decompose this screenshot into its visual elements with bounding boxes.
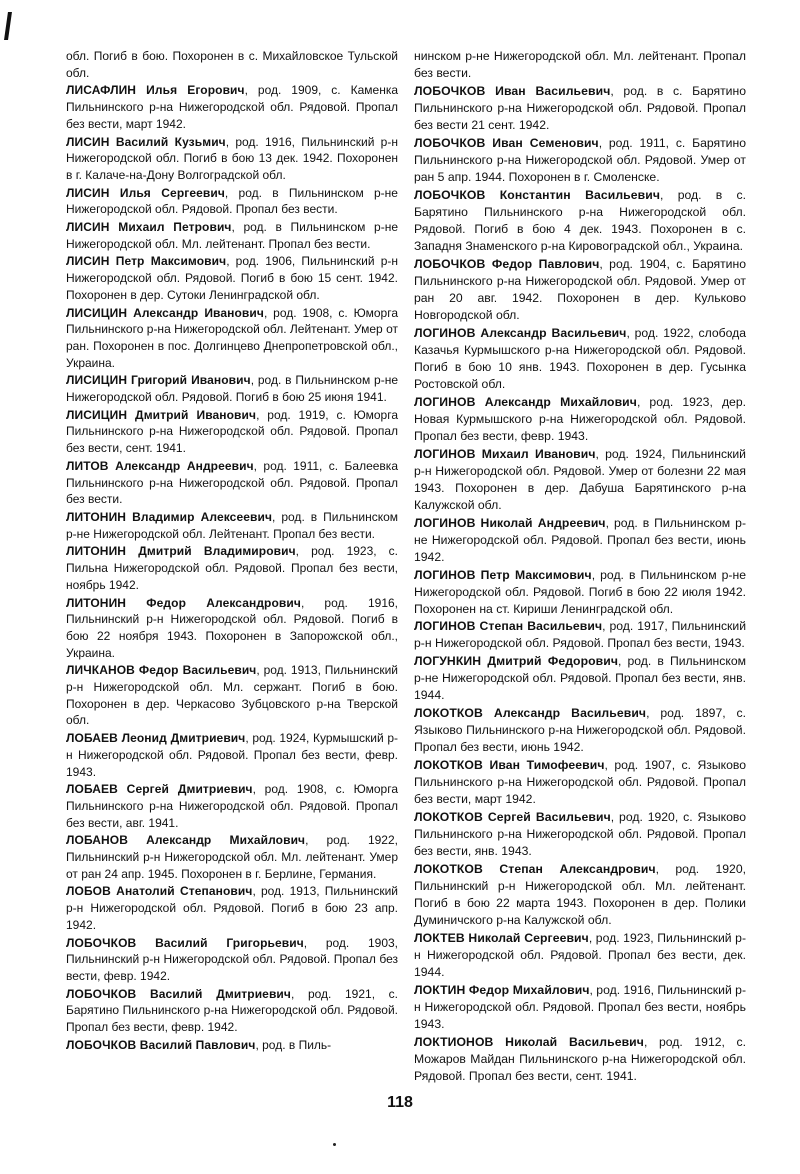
- entry-text: , род. 1920, с. Языково Пильнинского р-на Нижегородской обл. Рядовой. Пропал без вести, янв. 1943.: [414, 810, 746, 859]
- entry-name: ЛОБОВ Анатолий Степанович: [66, 884, 253, 899]
- entry-text: , род. 1904, с. Барятино Пильнинского р-на Нижегородской обл. Рядовой. Умер от ран 20 авг. 1942. Похоронен в дер. Кульково Новгородской обл.: [414, 256, 746, 322]
- entry: [414, 618, 746, 652]
- entry-name: ЛИСИЦИН Александр Иванович: [66, 305, 264, 320]
- entry-text: , род. 1922, слобода Казачья Курмышского р-на Нижегородской обл. Рядовой. Погиб в бою 10 янв. 1943. Похоронен в дер. Гусынка Ростовской обл.: [414, 325, 746, 391]
- entry-name: ЛИСИН Петр Максимович: [66, 254, 227, 269]
- entry-text: , род. 1921, с. Барятино Пильнинского р-на Нижегородской обл. Рядовой. Пропал без вести, февр. 1942.: [66, 986, 398, 1035]
- entry: [66, 832, 398, 882]
- entry-name: ЛИСИЦИН Григорий Иванович: [66, 373, 251, 388]
- entry-name: ЛОБОЧКОВ Иван Семенович: [414, 135, 599, 150]
- entry: [414, 446, 746, 514]
- entry-text: , род. в с. Барятино Пильнинского р-на Нижегородской обл. Рядовой. Погиб в бою 4 дек. 1943. Похоронен в с. Западня Знаменского р-на Кировоградской обл., Украина.: [414, 187, 746, 253]
- entry-text: , род. 1908, с. Юморга Пильнинского р-на Нижегородской обл. Рядовой. Пропал без вести, авг. 1941.: [66, 782, 398, 830]
- entry-text: , род. 1919, с. Юморга Пильнинского р-на Нижегородской обл. Рядовой. Пропал без вести, сент. 1941.: [66, 407, 399, 456]
- entry: [66, 986, 398, 1036]
- entry-text: , род. 1924, Курмышский р-н Нижегородской обл. Рядовой. Пропал без вести, февр. 1943.: [66, 731, 398, 779]
- entry-name: ЛОБОЧКОВ Федор Павлович: [414, 256, 600, 271]
- entry: [414, 135, 746, 186]
- entry-text: , род. 1913, Пильнинский р-н Нижегородской обл. Мл. сержант. Погиб в бою. Похоронен в дер. Черкасово Зубцовского р-на Тверской обл.: [66, 663, 398, 728]
- entry: [414, 187, 746, 255]
- entry-text: , род. в с. Барятино Пильнинского р-на Нижегородской обл. Рядовой. Пропал без вести 21 сент. 1942.: [414, 83, 746, 132]
- entry: [414, 83, 746, 134]
- entry-name: ЛОБОЧКОВ Василий Григорьевич: [66, 935, 304, 950]
- entry-text: , род. 1907, с. Языково Пильнинского р-на Нижегородской обл. Рядовой. Пропал без вести, март 1942.: [414, 758, 746, 807]
- entry-text: , род. 1911, с. Балеевка Пильнинского р-на Нижегородской обл. Рядовой. Пропал без вести.: [66, 458, 398, 507]
- entry: [66, 662, 398, 729]
- entry: [414, 705, 746, 756]
- entry-name: ЛИЧКАНОВ Федор Васильевич: [66, 663, 257, 678]
- entry: [414, 757, 746, 808]
- entry-name: ЛОГИНОВ Николай Андреевич: [414, 515, 606, 530]
- entry-text: , род. в Пильнинском р-не Нижегородской обл. Рядовой. Пропал без вести, янв. 1944.: [414, 654, 746, 703]
- entry-text: , род. в Пильнинском р-не Нижегородской обл. Рядовой. Пропал без вести.: [66, 185, 398, 217]
- entry-text: , род. в Пильнинском р-не Нижегородской обл. Рядовой. Пропал без вести, июнь 1942.: [414, 515, 747, 564]
- entry: [66, 219, 398, 252]
- right-column: [414, 48, 746, 1086]
- entry-name: ЛОКОТКОВ Иван Тимофеевич: [414, 758, 605, 773]
- entry-text: , род. 1916, Пильнинский р-н Нижегородской обл. Рядовой. Пропал без вести, ноябрь 1943.: [414, 983, 747, 1032]
- entry: [414, 930, 746, 981]
- entry-name: ЛОКТИН Федор Михайлович: [414, 983, 590, 998]
- entry-name: ЛОКТИОНОВ Николай Васильевич: [414, 1035, 644, 1050]
- entry: [414, 394, 746, 445]
- entry-name: ЛОГИНОВ Степан Васильевич: [414, 619, 603, 634]
- entry-name: ЛОБАНОВ Александр Михайлович: [66, 833, 306, 848]
- entry-name: ЛИСАФЛИН Илья Егорович: [66, 83, 245, 98]
- entry: [66, 883, 398, 933]
- entry-name: ЛОБАЕВ Сергей Дмитриевич: [66, 782, 253, 797]
- entry-text: , род. 1911, с. Барятино Пильнинского р-на Нижегородской обл. Рядовой. Умер от ран 5 апр. 1944. Похоронен в г. Смоленске.: [414, 135, 746, 184]
- entry-name: ЛОБАЕВ Леонид Дмитриевич: [66, 731, 246, 746]
- entry: [66, 253, 398, 303]
- entry: [414, 809, 746, 860]
- entry-name: ЛОБОЧКОВ Василий Дмитриевич: [66, 986, 291, 1001]
- entry: [66, 372, 398, 405]
- entry: [66, 1037, 398, 1054]
- entry: [414, 256, 746, 324]
- entry-text: , род. 1909, с. Каменка Пильнинского р-на Нижегородской обл. Рядовой. Пропал без вести, март 1942.: [66, 83, 399, 131]
- entry-name: ЛОБОЧКОВ Константин Васильевич: [414, 187, 661, 202]
- entry: [66, 48, 398, 81]
- entry-text: , род. 1916, Пильнинский р-н Нижегородской обл. Рядовой. Погиб в бою 22 ноября 1943. Похоронен в Запорожской обл., Украина.: [66, 595, 398, 660]
- entry-name: ЛИСИН Илья Сергеевич: [66, 185, 225, 200]
- entry-text: , род. в Пильнинском р-не Нижегородской обл. Рядовой. Погиб в бою 25 июня 1941.: [66, 373, 398, 405]
- entry: [66, 543, 398, 593]
- entry-text: , род. 1913, Пильнинский р-н Нижегородской обл. Рядовой. Погиб в бою 23 апр. 1942.: [66, 884, 399, 932]
- entry-text: , род. 1903, Пильнинский р-н Нижегородской обл. Рядовой. Пропал без вести, февр. 1942.: [66, 935, 399, 983]
- entry-text: , род. 1920, Пильнинский р-н Нижегородской обл. Мл. лейтенант. Погиб в бою 22 марта 1943. Похоронен в дер. Полики Думиничского р-на Калужской обл.: [414, 862, 746, 928]
- entry-name: ЛИТОНИН Владимир Алексеевич: [66, 509, 273, 524]
- entry-name: ЛОГИНОВ Михаил Иванович: [414, 446, 596, 461]
- entry-text: , род. 1924, Пильнинский р-н Нижегородской обл. Рядовой. Умер от болезни 22 мая 1943. Похоронен в дер. Дабуша Барятинского р-на Калужской обл.: [414, 446, 746, 512]
- entry: [414, 982, 746, 1033]
- entry: [414, 515, 746, 566]
- entry-text: , род. 1908, с. Юморга Пильнинского р-на Нижегородской обл. Лейтенант. Умер от ран. Похоронен в пос. Долгинцево Днепропетровской обл., Украина.: [66, 305, 398, 370]
- entry: [66, 305, 398, 372]
- entry-text: , род. 1923, дер. Новая Курмышского р-на Нижегородской обл. Рядовой. Пропал без вести, февр. 1943.: [414, 394, 746, 443]
- entry-name: ЛОБОЧКОВ Иван Васильевич: [414, 83, 611, 98]
- entry: [66, 134, 398, 184]
- entry-name: ЛИСИЦИН Дмитрий Иванович: [66, 407, 257, 422]
- entry-text: , род. 1912, с. Можаров Майдан Пильнинского р-на Нижегородской обл. Рядовой. Пропал без вести, сент. 1941.: [414, 1035, 747, 1084]
- entry-name: ЛИСИН Василий Кузьмич: [66, 134, 226, 149]
- entry-text: , род. 1923, Пильнинский р-н Нижегородской обл. Рядовой. Пропал без вести, дек. 1944.: [414, 931, 746, 980]
- entry-name: ЛОГИНОВ Александр Михайлович: [414, 394, 637, 409]
- entry: [66, 82, 398, 132]
- entry-text: , род. 1922, Пильнинский р-н Нижегородской обл. Мл. лейтенант. Умер от ран 24 апр. 1945. Похоронен в г. Берлине, Германия.: [66, 833, 398, 881]
- entry-name: ЛИСИН Михаил Петрович: [66, 220, 232, 235]
- entry-text: , род. в Пильнинском р-не Нижегородской обл. Лейтенант. Пропал без вести.: [66, 509, 399, 541]
- entry: [66, 458, 398, 508]
- corner-mark: [4, 12, 12, 40]
- entry-name: ЛОГИНОВ Александр Васильевич: [414, 325, 627, 340]
- entry-name: ЛИТОНИН Дмитрий Владимирович: [66, 544, 296, 559]
- entry: [414, 48, 746, 82]
- entry: [414, 861, 746, 929]
- entry-text: , род. 1917, Пильнинский р-н Нижегородской обл. Рядовой. Пропал без вести, 1943.: [414, 619, 747, 651]
- entry: [414, 653, 746, 704]
- entry: [66, 509, 398, 542]
- entry: [66, 935, 398, 985]
- entry-name: ЛОКОТКОВ Александр Васильевич: [414, 706, 647, 721]
- entry: [414, 325, 746, 393]
- print-speck: [333, 1143, 336, 1146]
- entry-text: , род. 1906, Пильнинский р-н Нижегородской обл. Рядовой. Погиб в бою 15 сент. 1942. Похоронен в дер. Сутоки Ленинградской обл.: [66, 254, 398, 302]
- entry-text: , род. в Пильнинском р-не Нижегородской обл. Рядовой. Погиб в бою 22 июля 1942. Похоронен на ст. Кириши Ленинградской обл.: [414, 567, 747, 616]
- page-number: 118: [387, 1094, 413, 1111]
- entry-name: ЛИТОВ Александр Андреевич: [66, 458, 254, 473]
- entry-name: ЛОКТЕВ Николай Сергеевич: [414, 931, 589, 946]
- left-column: [66, 48, 398, 1054]
- entry-name: ЛОБОЧКОВ Василий Павлович: [66, 1037, 256, 1052]
- entry: [66, 730, 398, 780]
- entry: [66, 185, 398, 218]
- entry: [66, 595, 398, 662]
- entry-text: нинском р-не Нижегородской обл. Мл. лейтенант. Пропал без вести.: [414, 49, 746, 80]
- entry-name: ЛОКОТКОВ Степан Александрович: [414, 862, 656, 877]
- entry-name: ЛИТОНИН Федор Александрович: [66, 595, 301, 610]
- entry-name: ЛОКОТКОВ Сергей Васильевич: [414, 810, 611, 825]
- entry-text: обл. Погиб в бою. Похоронен в с. Михайловское Тульской обл.: [66, 49, 398, 80]
- entry-text: , род. в Пиль-: [255, 1037, 332, 1052]
- entry: [414, 1034, 746, 1085]
- entry-text: , род. 1897, с. Языково Пильнинского р-на Нижегородской обл. Рядовой. Пропал без вести, июнь 1942.: [414, 706, 746, 755]
- entry-name: ЛОГУНКИН Дмитрий Федорович: [414, 654, 619, 669]
- entry-text: , род. в Пильнинском р-не Нижегородской обл. Мл. лейтенант. Пропал без вести.: [66, 220, 398, 251]
- entry-text: , род. 1923, с. Пильна Нижегородской обл. Рядовой. Пропал без вести, ноябрь 1942.: [66, 544, 398, 592]
- entry: [66, 781, 398, 831]
- entry: [66, 407, 398, 457]
- entry-text: , род. 1916, Пильнинский р-н Нижегородской обл. Погиб в бою 13 дек. 1942. Похоронен в г. Калаче-на-Дону Волгоградской обл.: [66, 134, 398, 182]
- entry-name: ЛОГИНОВ Петр Максимович: [414, 567, 592, 582]
- entry: [414, 567, 746, 618]
